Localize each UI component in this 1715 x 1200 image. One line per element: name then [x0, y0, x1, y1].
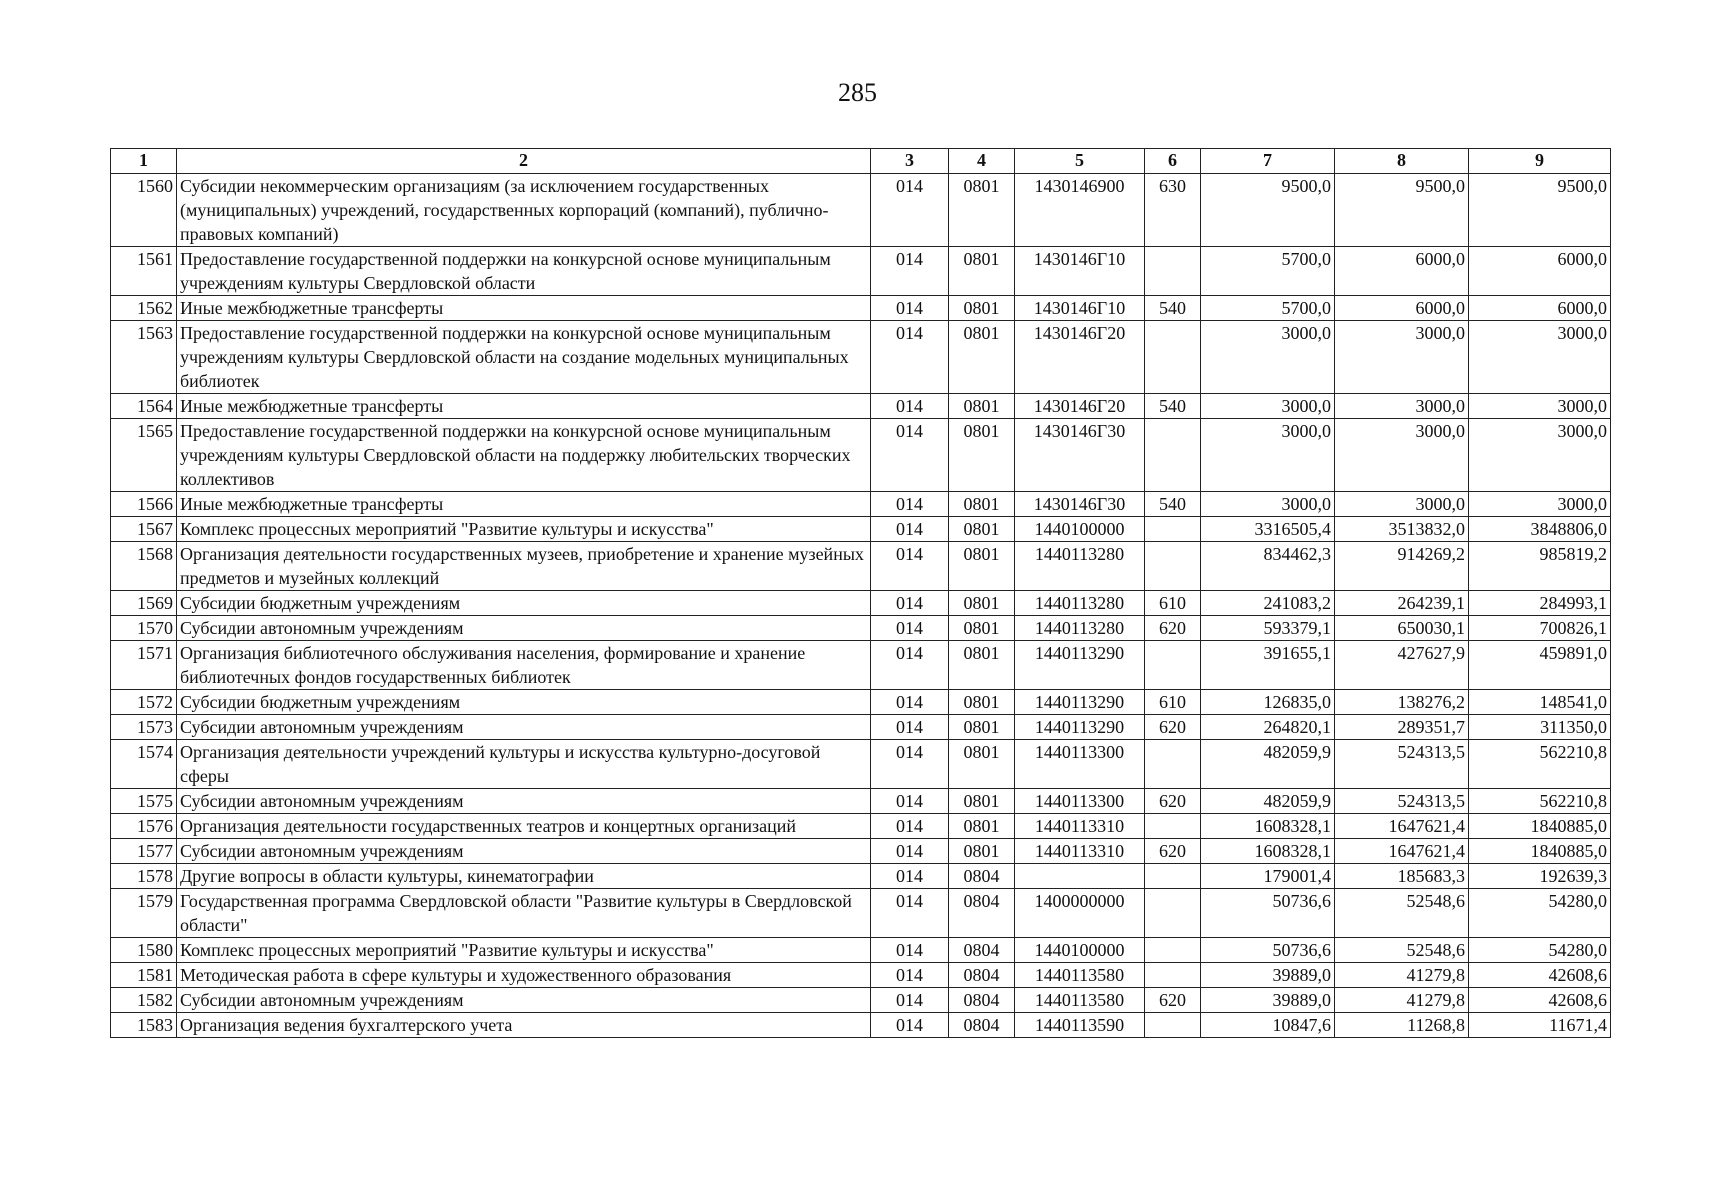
row-number-cell: 1570	[111, 616, 177, 641]
section-code-cell: 0801	[949, 247, 1015, 296]
amount-col8-cell: 52548,6	[1335, 938, 1469, 963]
ministry-code-cell: 014	[871, 591, 949, 616]
expense-type-cell	[1145, 419, 1201, 492]
ministry-code-cell: 014	[871, 542, 949, 591]
amount-col7-cell: 3000,0	[1201, 321, 1335, 394]
amount-col9-cell: 3000,0	[1469, 419, 1611, 492]
section-code-cell: 0801	[949, 641, 1015, 690]
expense-type-cell	[1145, 542, 1201, 591]
table-row	[111, 616, 1611, 641]
item-name-cell: Иные межбюджетные трансферты	[177, 394, 871, 419]
table-row	[111, 591, 1611, 616]
section-code-cell: 0804	[949, 1013, 1015, 1038]
amount-col9-cell: 6000,0	[1469, 247, 1611, 296]
item-name-cell: Методическая работа в сфере культуры и художественного образования	[177, 963, 871, 988]
amount-col9-cell: 459891,0	[1469, 641, 1611, 690]
amount-col8-cell: 3000,0	[1335, 492, 1469, 517]
section-code-cell: 0804	[949, 988, 1015, 1013]
section-code-cell: 0801	[949, 492, 1015, 517]
ministry-code-cell: 014	[871, 963, 949, 988]
table-body	[111, 174, 1611, 1038]
row-number-cell: 1565	[111, 419, 177, 492]
amount-col9-cell: 3000,0	[1469, 492, 1611, 517]
item-name-cell: Субсидии бюджетным учреждениям	[177, 591, 871, 616]
ministry-code-cell: 014	[871, 321, 949, 394]
ministry-code-cell: 014	[871, 1013, 949, 1038]
row-number-cell: 1567	[111, 517, 177, 542]
table-row	[111, 889, 1611, 938]
table-row	[111, 690, 1611, 715]
amount-col9-cell: 562210,8	[1469, 740, 1611, 789]
target-code-cell: 1440100000	[1015, 938, 1145, 963]
table-row	[111, 641, 1611, 690]
target-code-cell: 1440113590	[1015, 1013, 1145, 1038]
amount-col9-cell: 54280,0	[1469, 938, 1611, 963]
table-row	[111, 419, 1611, 492]
amount-col8-cell: 427627,9	[1335, 641, 1469, 690]
expense-type-cell: 620	[1145, 988, 1201, 1013]
target-code-cell: 1440113310	[1015, 839, 1145, 864]
ministry-code-cell: 014	[871, 839, 949, 864]
target-code-cell: 1430146900	[1015, 174, 1145, 247]
item-name-cell: Организация деятельности государственных театров и концертных организаций	[177, 814, 871, 839]
expense-type-cell: 610	[1145, 591, 1201, 616]
amount-col8-cell: 41279,8	[1335, 963, 1469, 988]
item-name-cell: Организация библиотечного обслуживания населения, формирование и хранение библиотечных фондов государственных библиотек	[177, 641, 871, 690]
item-name-cell: Субсидии некоммерческим организациям (за исключением государственных (муниципальных) учреждений, государственных корпораций (компаний), публично-правовых компаний)	[177, 174, 871, 247]
amount-col8-cell: 914269,2	[1335, 542, 1469, 591]
amount-col7-cell: 3000,0	[1201, 419, 1335, 492]
target-code-cell	[1015, 864, 1145, 889]
amount-col7-cell: 10847,6	[1201, 1013, 1335, 1038]
target-code-cell: 1430146Г10	[1015, 296, 1145, 321]
row-number-cell: 1574	[111, 740, 177, 789]
amount-col9-cell: 3000,0	[1469, 394, 1611, 419]
section-code-cell: 0801	[949, 419, 1015, 492]
ministry-code-cell: 014	[871, 814, 949, 839]
row-number-cell: 1564	[111, 394, 177, 419]
target-code-cell: 1440100000	[1015, 517, 1145, 542]
section-code-cell: 0801	[949, 789, 1015, 814]
table-row	[111, 247, 1611, 296]
amount-col8-cell: 3000,0	[1335, 321, 1469, 394]
target-code-cell: 1430146Г10	[1015, 247, 1145, 296]
ministry-code-cell: 014	[871, 864, 949, 889]
ministry-code-cell: 014	[871, 690, 949, 715]
row-number-cell: 1580	[111, 938, 177, 963]
target-code-cell: 1440113290	[1015, 641, 1145, 690]
table-row	[111, 715, 1611, 740]
target-code-cell: 1440113580	[1015, 988, 1145, 1013]
item-name-cell: Предоставление государственной поддержки на конкурсной основе муниципальным учреждениям культуры Свердловской области	[177, 247, 871, 296]
ministry-code-cell: 014	[871, 740, 949, 789]
table-row	[111, 174, 1611, 247]
amount-col7-cell: 264820,1	[1201, 715, 1335, 740]
amount-col9-cell: 54280,0	[1469, 889, 1611, 938]
amount-col9-cell: 311350,0	[1469, 715, 1611, 740]
item-name-cell: Субсидии автономным учреждениям	[177, 715, 871, 740]
expense-type-cell	[1145, 740, 1201, 789]
amount-col7-cell: 3000,0	[1201, 492, 1335, 517]
amount-col9-cell: 562210,8	[1469, 789, 1611, 814]
column-header: 8	[1335, 149, 1469, 174]
section-code-cell: 0801	[949, 394, 1015, 419]
section-code-cell: 0801	[949, 715, 1015, 740]
expense-type-cell	[1145, 321, 1201, 394]
item-name-cell: Субсидии автономным учреждениям	[177, 839, 871, 864]
table-row	[111, 988, 1611, 1013]
amount-col8-cell: 650030,1	[1335, 616, 1469, 641]
item-name-cell: Субсидии автономным учреждениям	[177, 616, 871, 641]
amount-col8-cell: 524313,5	[1335, 740, 1469, 789]
ministry-code-cell: 014	[871, 296, 949, 321]
row-number-cell: 1566	[111, 492, 177, 517]
ministry-code-cell: 014	[871, 517, 949, 542]
amount-col7-cell: 834462,3	[1201, 542, 1335, 591]
table-row	[111, 542, 1611, 591]
table-row	[111, 789, 1611, 814]
ministry-code-cell: 014	[871, 789, 949, 814]
section-code-cell: 0804	[949, 938, 1015, 963]
amount-col8-cell: 289351,7	[1335, 715, 1469, 740]
target-code-cell: 1430146Г30	[1015, 419, 1145, 492]
expense-type-cell	[1145, 938, 1201, 963]
amount-col8-cell: 264239,1	[1335, 591, 1469, 616]
row-number-cell: 1577	[111, 839, 177, 864]
expense-type-cell: 540	[1145, 394, 1201, 419]
expense-type-cell: 540	[1145, 296, 1201, 321]
table-row	[111, 864, 1611, 889]
amount-col9-cell: 42608,6	[1469, 963, 1611, 988]
target-code-cell: 1440113280	[1015, 616, 1145, 641]
row-number-cell: 1576	[111, 814, 177, 839]
amount-col8-cell: 3513832,0	[1335, 517, 1469, 542]
amount-col8-cell: 1647621,4	[1335, 839, 1469, 864]
column-header: 9	[1469, 149, 1611, 174]
section-code-cell: 0801	[949, 542, 1015, 591]
amount-col8-cell: 41279,8	[1335, 988, 1469, 1013]
item-name-cell: Субсидии бюджетным учреждениям	[177, 690, 871, 715]
table-header-row	[111, 149, 1611, 174]
target-code-cell: 1400000000	[1015, 889, 1145, 938]
item-name-cell: Предоставление государственной поддержки на конкурсной основе муниципальным учреждениям культуры Свердловской области на создание модельных муниципальных библиотек	[177, 321, 871, 394]
amount-col9-cell: 3000,0	[1469, 321, 1611, 394]
ministry-code-cell: 014	[871, 641, 949, 690]
section-code-cell: 0801	[949, 591, 1015, 616]
expense-type-cell: 620	[1145, 789, 1201, 814]
item-name-cell: Другие вопросы в области культуры, кинематографии	[177, 864, 871, 889]
section-code-cell: 0804	[949, 864, 1015, 889]
item-name-cell: Субсидии автономным учреждениям	[177, 789, 871, 814]
amount-col7-cell: 391655,1	[1201, 641, 1335, 690]
amount-col8-cell: 9500,0	[1335, 174, 1469, 247]
item-name-cell: Иные межбюджетные трансферты	[177, 296, 871, 321]
table-row	[111, 1013, 1611, 1038]
item-name-cell: Иные межбюджетные трансферты	[177, 492, 871, 517]
expense-type-cell: 630	[1145, 174, 1201, 247]
expense-type-cell	[1145, 1013, 1201, 1038]
row-number-cell: 1568	[111, 542, 177, 591]
expense-type-cell	[1145, 517, 1201, 542]
amount-col7-cell: 593379,1	[1201, 616, 1335, 641]
amount-col8-cell: 138276,2	[1335, 690, 1469, 715]
section-code-cell: 0804	[949, 963, 1015, 988]
expense-type-cell	[1145, 864, 1201, 889]
table-row	[111, 814, 1611, 839]
column-header: 3	[871, 149, 949, 174]
amount-col7-cell: 3000,0	[1201, 394, 1335, 419]
ministry-code-cell: 014	[871, 492, 949, 517]
expense-type-cell	[1145, 814, 1201, 839]
ministry-code-cell: 014	[871, 715, 949, 740]
amount-col7-cell: 50736,6	[1201, 889, 1335, 938]
amount-col8-cell: 185683,3	[1335, 864, 1469, 889]
page-number: 285	[838, 78, 877, 107]
section-code-cell: 0801	[949, 174, 1015, 247]
section-code-cell: 0801	[949, 296, 1015, 321]
table-row	[111, 963, 1611, 988]
amount-col9-cell: 985819,2	[1469, 542, 1611, 591]
ministry-code-cell: 014	[871, 889, 949, 938]
expense-type-cell	[1145, 889, 1201, 938]
amount-col9-cell: 11671,4	[1469, 1013, 1611, 1038]
row-number-cell: 1563	[111, 321, 177, 394]
amount-col8-cell: 6000,0	[1335, 296, 1469, 321]
row-number-cell: 1581	[111, 963, 177, 988]
ministry-code-cell: 014	[871, 394, 949, 419]
row-number-cell: 1575	[111, 789, 177, 814]
item-name-cell: Организация деятельности государственных музеев, приобретение и хранение музейных предметов и музейных коллекций	[177, 542, 871, 591]
amount-col7-cell: 3316505,4	[1201, 517, 1335, 542]
row-number-cell: 1560	[111, 174, 177, 247]
target-code-cell: 1430146Г20	[1015, 321, 1145, 394]
table-row	[111, 492, 1611, 517]
amount-col7-cell: 482059,9	[1201, 789, 1335, 814]
item-name-cell: Комплекс процессных мероприятий "Развитие культуры и искусства"	[177, 517, 871, 542]
amount-col9-cell: 700826,1	[1469, 616, 1611, 641]
item-name-cell: Комплекс процессных мероприятий "Развитие культуры и искусства"	[177, 938, 871, 963]
amount-col7-cell: 179001,4	[1201, 864, 1335, 889]
amount-col9-cell: 42608,6	[1469, 988, 1611, 1013]
amount-col9-cell: 6000,0	[1469, 296, 1611, 321]
ministry-code-cell: 014	[871, 938, 949, 963]
target-code-cell: 1430146Г20	[1015, 394, 1145, 419]
row-number-cell: 1582	[111, 988, 177, 1013]
expense-type-cell	[1145, 641, 1201, 690]
amount-col7-cell: 39889,0	[1201, 988, 1335, 1013]
amount-col7-cell: 39889,0	[1201, 963, 1335, 988]
table-row	[111, 839, 1611, 864]
column-header: 1	[111, 149, 177, 174]
row-number-cell: 1569	[111, 591, 177, 616]
ministry-code-cell: 014	[871, 174, 949, 247]
amount-col9-cell: 3848806,0	[1469, 517, 1611, 542]
column-header: 5	[1015, 149, 1145, 174]
section-code-cell: 0801	[949, 690, 1015, 715]
ministry-code-cell: 014	[871, 247, 949, 296]
target-code-cell: 1430146Г30	[1015, 492, 1145, 517]
section-code-cell: 0801	[949, 814, 1015, 839]
amount-col7-cell: 241083,2	[1201, 591, 1335, 616]
section-code-cell: 0801	[949, 839, 1015, 864]
expense-type-cell: 620	[1145, 839, 1201, 864]
table-row	[111, 321, 1611, 394]
expense-type-cell: 540	[1145, 492, 1201, 517]
row-number-cell: 1562	[111, 296, 177, 321]
item-name-cell: Субсидии автономным учреждениям	[177, 988, 871, 1013]
budget-table	[110, 148, 1611, 1038]
table-row	[111, 394, 1611, 419]
amount-col9-cell: 1840885,0	[1469, 814, 1611, 839]
amount-col7-cell: 5700,0	[1201, 247, 1335, 296]
amount-col8-cell: 11268,8	[1335, 1013, 1469, 1038]
amount-col7-cell: 50736,6	[1201, 938, 1335, 963]
expense-type-cell: 610	[1145, 690, 1201, 715]
section-code-cell: 0801	[949, 321, 1015, 394]
section-code-cell: 0801	[949, 616, 1015, 641]
target-code-cell: 1440113310	[1015, 814, 1145, 839]
ministry-code-cell: 014	[871, 988, 949, 1013]
column-header: 6	[1145, 149, 1201, 174]
table-row	[111, 296, 1611, 321]
amount-col7-cell: 482059,9	[1201, 740, 1335, 789]
target-code-cell: 1440113280	[1015, 542, 1145, 591]
item-name-cell: Организация ведения бухгалтерского учета	[177, 1013, 871, 1038]
expense-type-cell	[1145, 247, 1201, 296]
target-code-cell: 1440113300	[1015, 789, 1145, 814]
amount-col7-cell: 1608328,1	[1201, 839, 1335, 864]
amount-col9-cell: 9500,0	[1469, 174, 1611, 247]
ministry-code-cell: 014	[871, 616, 949, 641]
table-row	[111, 517, 1611, 542]
target-code-cell: 1440113580	[1015, 963, 1145, 988]
row-number-cell: 1583	[111, 1013, 177, 1038]
expense-type-cell	[1145, 963, 1201, 988]
column-header: 4	[949, 149, 1015, 174]
section-code-cell: 0801	[949, 740, 1015, 789]
target-code-cell: 1440113300	[1015, 740, 1145, 789]
amount-col7-cell: 1608328,1	[1201, 814, 1335, 839]
table-row	[111, 740, 1611, 789]
row-number-cell: 1579	[111, 889, 177, 938]
item-name-cell: Предоставление государственной поддержки на конкурсной основе муниципальным учреждениям культуры Свердловской области на поддержку любительских творческих коллективов	[177, 419, 871, 492]
amount-col8-cell: 52548,6	[1335, 889, 1469, 938]
amount-col8-cell: 6000,0	[1335, 247, 1469, 296]
amount-col8-cell: 3000,0	[1335, 394, 1469, 419]
row-number-cell: 1573	[111, 715, 177, 740]
column-header: 7	[1201, 149, 1335, 174]
item-name-cell: Организация деятельности учреждений культуры и искусства культурно-досуговой сферы	[177, 740, 871, 789]
amount-col8-cell: 3000,0	[1335, 419, 1469, 492]
amount-col7-cell: 5700,0	[1201, 296, 1335, 321]
column-header: 2	[177, 149, 871, 174]
target-code-cell: 1440113290	[1015, 690, 1145, 715]
amount-col7-cell: 9500,0	[1201, 174, 1335, 247]
row-number-cell: 1572	[111, 690, 177, 715]
section-code-cell: 0804	[949, 889, 1015, 938]
amount-col9-cell: 148541,0	[1469, 690, 1611, 715]
row-number-cell: 1571	[111, 641, 177, 690]
amount-col8-cell: 1647621,4	[1335, 814, 1469, 839]
item-name-cell: Государственная программа Свердловской области "Развитие культуры в Свердловской области"	[177, 889, 871, 938]
amount-col9-cell: 1840885,0	[1469, 839, 1611, 864]
expense-type-cell: 620	[1145, 715, 1201, 740]
amount-col9-cell: 192639,3	[1469, 864, 1611, 889]
target-code-cell: 1440113280	[1015, 591, 1145, 616]
table-row	[111, 938, 1611, 963]
amount-col8-cell: 524313,5	[1335, 789, 1469, 814]
row-number-cell: 1578	[111, 864, 177, 889]
section-code-cell: 0801	[949, 517, 1015, 542]
row-number-cell: 1561	[111, 247, 177, 296]
ministry-code-cell: 014	[871, 419, 949, 492]
amount-col7-cell: 126835,0	[1201, 690, 1335, 715]
expense-type-cell: 620	[1145, 616, 1201, 641]
target-code-cell: 1440113290	[1015, 715, 1145, 740]
amount-col9-cell: 284993,1	[1469, 591, 1611, 616]
